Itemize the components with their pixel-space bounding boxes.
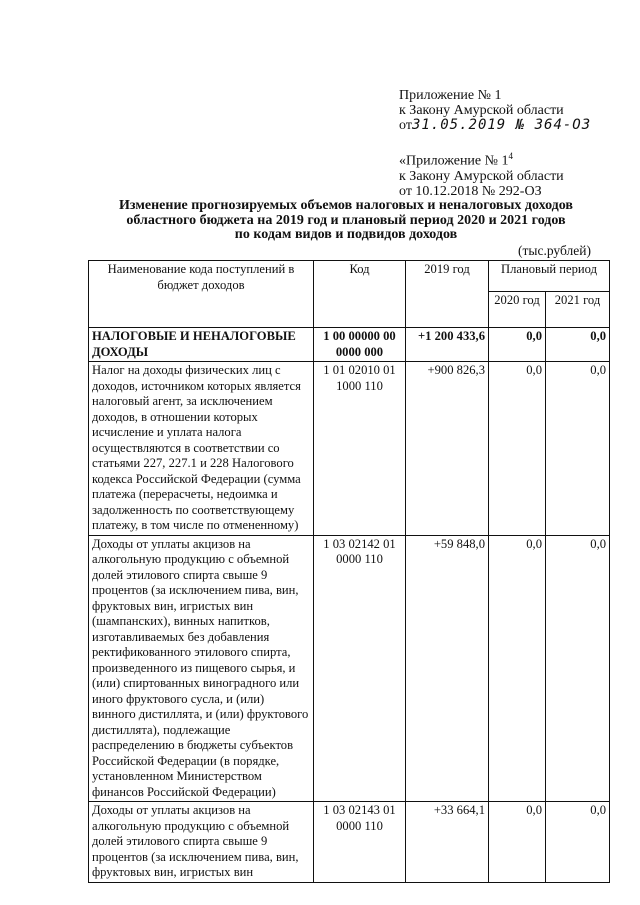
header-planned-period: Плановый период (489, 261, 610, 292)
handwritten-date: 31.05.2019 (411, 117, 507, 133)
row-2021: 0,0 (546, 802, 610, 883)
header-code: Код (314, 261, 406, 328)
row-code: 1 03 02142 01 0000 110 (314, 535, 406, 802)
row-2020: 0,0 (489, 328, 546, 362)
row-name: Доходы от уплаты акцизов на алкогольную продукцию с объемной долей этилового спирта свыше 9 процентов (за исключением пива, вин, фруктовых вин, игристых вин (89, 802, 314, 883)
handwritten-number: № 364-ОЗ (515, 117, 592, 133)
appendix-superscript: 4 (508, 151, 513, 161)
table-row (89, 802, 610, 883)
header-2019: 2019 год (406, 261, 489, 328)
row-2019: +1 200 433,6 (406, 328, 489, 362)
revenue-table (88, 260, 610, 883)
row-name: Налог на доходы физических лиц с доходов, источником которых является налоговый агент, за исключением доходов, в отношении которых исчисление и уплата налога осуществляются в соответствии со статьями 227, 227.1 и 228 Налогового кодекса Российской Федерации (сумма платежа (перерасчеты, недоимка и задолженность по соответствующему платежу, в том числе по отмененному) (89, 362, 314, 536)
table-header-row (89, 261, 610, 292)
row-2021: 0,0 (546, 535, 610, 802)
header-2020: 2020 год (489, 292, 546, 328)
document-title (86, 199, 606, 243)
units-label: (тыс.рублей) (518, 243, 591, 258)
table-row (89, 362, 610, 536)
row-2019: +59 848,0 (406, 535, 489, 802)
row-2020: 0,0 (489, 535, 546, 802)
appendix-date-line (399, 118, 591, 133)
row-2021: 0,0 (546, 328, 610, 362)
title-line-2: областного бюджета на 2019 год и плановый период 2020 и 2021 годов (126, 212, 566, 228)
title-line-3: по кодам видов и подвидов доходов (234, 227, 458, 242)
row-2021: 0,0 (546, 362, 610, 536)
quoted-appendix-title: «Приложение № $1^4$ (399, 151, 513, 169)
header-name: Наименование кода поступлений в бюджет доходов (89, 261, 314, 328)
row-code: 1 00 00000 00 0000 000 (314, 328, 406, 362)
row-code: 1 01 02010 01 1000 110 (314, 362, 406, 536)
row-name: НАЛОГОВЫЕ И НЕНАЛОГОВЫЕ ДОХОДЫ (89, 328, 314, 362)
row-2019: +33 664,1 (406, 802, 489, 883)
row-code: 1 03 02143 01 0000 110 (314, 802, 406, 883)
quoted-appendix-block (399, 149, 564, 199)
table-row (89, 328, 610, 362)
row-2020: 0,0 (489, 802, 546, 883)
quoted-appendix-law: к Закону Амурской области (399, 168, 564, 184)
row-name: Доходы от уплаты акцизов на алкогольную продукцию с объемной долей этилового спирта свыше 9 процентов (за исключением пива, вин, фруктовых вин, игристых вин (шампанских), винных напитков, изготавливаемых без добавления ректификованного этилового спирта, произведенного из пищевого сырья, и (или) спиртованных виноградного или иного фруктового сусла, и (или) винного дистиллята, и (или) фруктового дистиллята), подлежащие распределению в бюджеты субъектов Российской Федерации (в порядке, установленном Министерством финансов Российской Федерации) (89, 535, 314, 802)
row-2019: +900 826,3 (406, 362, 489, 536)
quoted-appendix-date: от 10.12.2018 № 292-ОЗ (399, 183, 542, 199)
title-line-1: Изменение прогнозируемых объемов налоговых и неналоговых доходов (119, 198, 573, 213)
header-2021: 2021 год (546, 292, 610, 328)
table-row (89, 535, 610, 802)
appendix-title: Приложение № 1 (399, 88, 502, 103)
appendix-law: к Закону Амурской области (399, 103, 564, 118)
appendix-date-prefix: от (399, 118, 412, 133)
row-2020: 0,0 (489, 362, 546, 536)
appendix-block (399, 88, 591, 133)
